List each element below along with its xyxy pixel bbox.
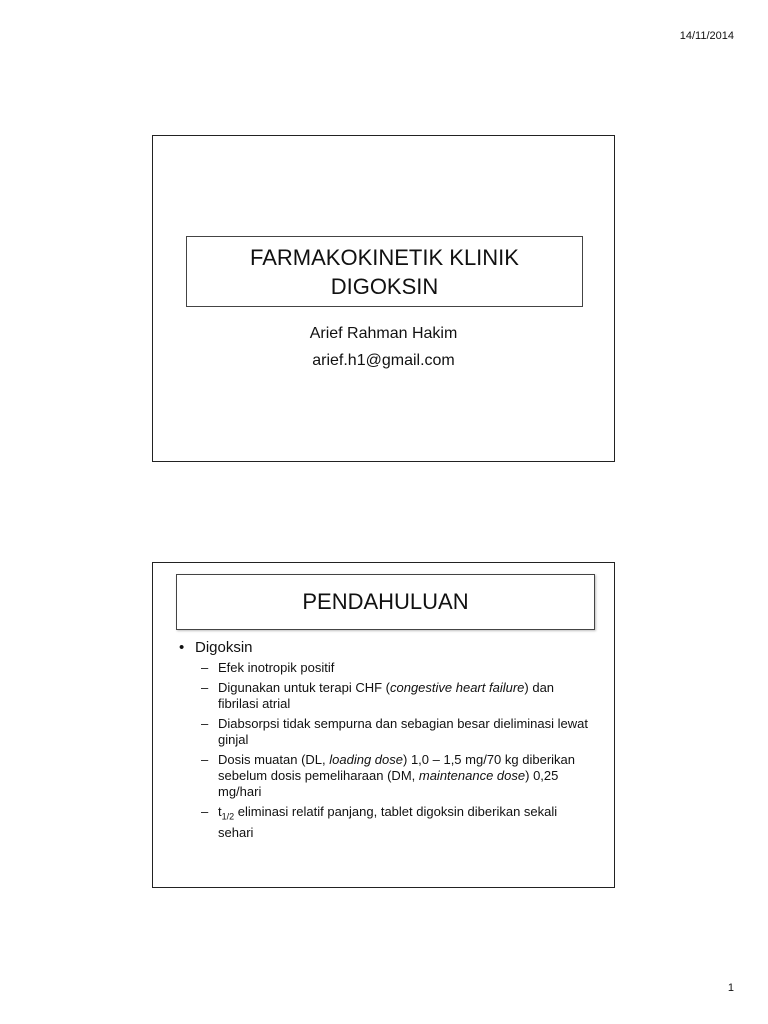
text-segment: ) 0,25 mg/hari <box>218 768 559 799</box>
section-title: PENDAHULUAN <box>302 589 469 614</box>
intro-slide <box>152 562 615 888</box>
slide-title-line-2: DIGOKSIN <box>330 273 439 299</box>
sub-bullet-item <box>201 804 594 841</box>
text-segment: ) dan fibrilasi atrial <box>218 680 555 711</box>
half-life-symbol: t <box>218 804 222 819</box>
sub-bullet-item <box>201 752 594 800</box>
slide-title-line-1: FARMAKOKINETIK KLINIK <box>250 244 519 270</box>
sub-bullet-list <box>201 660 594 841</box>
author-name: Arief Rahman Hakim <box>309 325 458 342</box>
bullet-list <box>179 639 594 845</box>
sub-bullet-text: Efek inotropik positif <box>218 660 335 675</box>
text-segment: Digunakan untuk terapi CHF ( <box>218 680 390 695</box>
italic-term: loading dose <box>329 752 403 767</box>
italic-term: maintenance dose <box>418 768 526 783</box>
section-title-box <box>176 574 595 630</box>
text-segment: eliminasi relatif panjang, tablet digoksin diberikan sekali sehari <box>218 804 558 840</box>
main-bullet <box>179 639 594 656</box>
page-number: 1 <box>727 982 734 994</box>
title-box <box>186 236 583 307</box>
dash-icon: – <box>201 716 209 731</box>
dash-icon: – <box>201 680 209 695</box>
sub-bullet-item <box>201 660 594 676</box>
sub-bullet-text <box>218 680 594 712</box>
sub-bullet-item <box>201 716 594 748</box>
bullet-dot-icon: • <box>179 639 185 656</box>
dash-icon: – <box>201 804 209 819</box>
author-email: arief.h1@gmail.com <box>312 352 455 369</box>
italic-term: congestive heart failure <box>389 680 525 695</box>
dash-icon: – <box>201 660 209 675</box>
main-bullet-text: Digoksin <box>195 639 253 656</box>
sub-bullet-item <box>201 680 594 712</box>
author-block <box>153 320 614 374</box>
text-segment: ) 1,0 – 1,5 mg/70 kg diberikan sebelum dosis pemeliharaan (DM, <box>218 752 575 783</box>
sub-bullet-text <box>218 752 594 800</box>
sub-bullet-text <box>218 804 594 841</box>
half-life-subscript: 1/2 <box>221 811 235 822</box>
sub-bullet-text: Diabsorpsi tidak sempurna dan sebagian besar dieliminasi lewat ginjal <box>218 716 588 747</box>
document-date: 14/11/2014 <box>679 30 734 42</box>
text-segment: Dosis muatan (DL, <box>218 752 330 767</box>
dash-icon: – <box>201 752 209 767</box>
title-slide <box>152 135 615 462</box>
